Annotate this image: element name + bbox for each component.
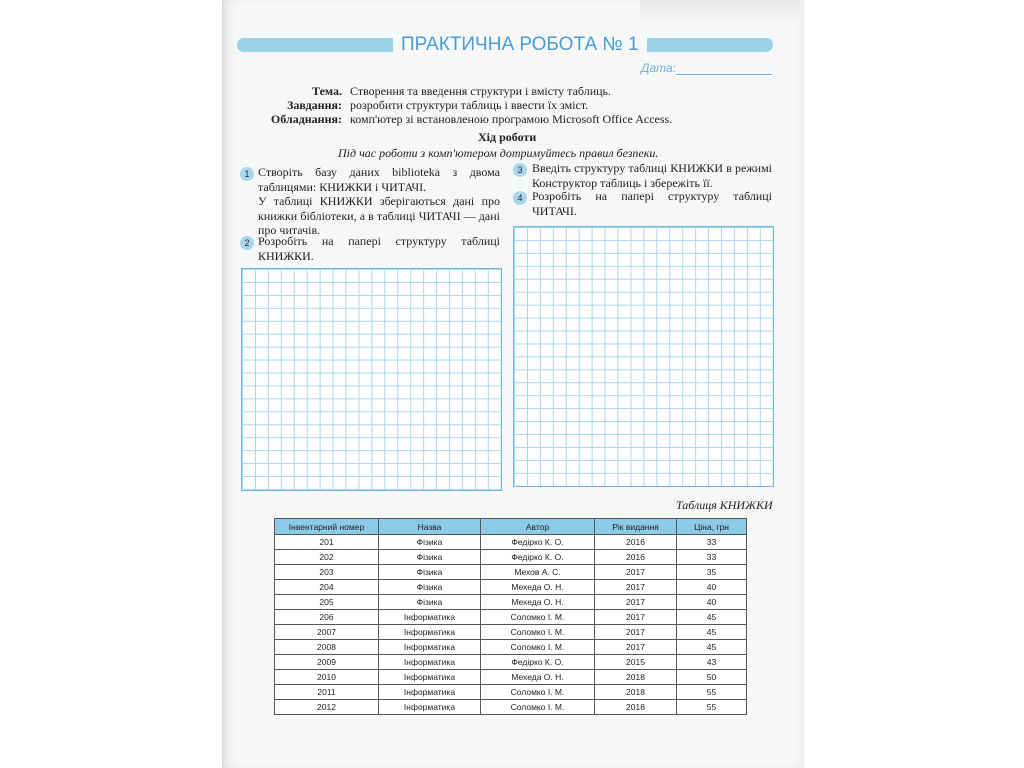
step-number: 1 (240, 167, 254, 181)
table-cell: 33 (677, 550, 747, 565)
table-cell: 206 (275, 610, 379, 625)
table-cell: 2016 (595, 535, 677, 550)
table-header-row (275, 519, 747, 535)
table-cell: Фізика (379, 580, 481, 595)
table-cell: Федірко К. О. (481, 655, 595, 670)
date-line (676, 74, 772, 75)
table-row (275, 580, 747, 595)
table-cell: 2017 (595, 580, 677, 595)
table-cell: 50 (677, 670, 747, 685)
table-cell: Фізика (379, 595, 481, 610)
table-cell: Мехеда О. Н. (481, 580, 595, 595)
step-number: 3 (513, 163, 527, 177)
table-body (275, 535, 747, 715)
table-cell: Інформатика (379, 610, 481, 625)
table-cell: 40 (677, 580, 747, 595)
column-header: Ціна, грн (677, 519, 747, 535)
table-cell: Інформатика (379, 625, 481, 640)
table-cell: Соломко І. М. (481, 685, 595, 700)
column-header: Рік видання (595, 519, 677, 535)
column-header: Автор (481, 519, 595, 535)
info-value: розробити структури таблиць і ввести їх зміст. (350, 98, 589, 112)
table-cell: 2017 (595, 595, 677, 610)
table-cell: Інформатика (379, 700, 481, 715)
table-row (275, 535, 747, 550)
table-row (275, 640, 747, 655)
table-row (275, 625, 747, 640)
table-row (275, 595, 747, 610)
table-cell: 2008 (275, 640, 379, 655)
table-cell: Соломко І. М. (481, 700, 595, 715)
table-cell: 2011 (275, 685, 379, 700)
table-cell: Соломко І. М. (481, 640, 595, 655)
step-4-text: Розробіть на папері структуру таблиці ЧИТАЧІ. (532, 189, 772, 218)
table-cell: 45 (677, 610, 747, 625)
table-cell: Мехеда О. Н. (481, 595, 595, 610)
table-cell: 2017 (595, 640, 677, 655)
table-cell: 2016 (595, 550, 677, 565)
table-cell: Інформатика (379, 655, 481, 670)
table-cell: Мехеда О. Н. (481, 670, 595, 685)
table-cell: Інформатика (379, 670, 481, 685)
table-row (275, 610, 747, 625)
info-value: комп'ютер зі встановленою програмою Microsoft Office Access. (350, 112, 673, 126)
table-caption: Таблиця КНИЖКИ (676, 498, 773, 512)
step-text-extra: У таблиці КНИЖКИ зберігаються дані про книжки бібліотеки, а в таблиці ЧИТАЧІ — дані про читачів. (258, 194, 500, 237)
safety-note: Під час роботи з комп'ютером дотримуйтесь правил безпеки. (338, 146, 659, 160)
table-cell: 2017 (595, 565, 677, 580)
info-label: Завдання: (287, 98, 342, 112)
table-cell: 2012 (275, 700, 379, 715)
table-cell: Фізика (379, 535, 481, 550)
table-cell: 204 (275, 580, 379, 595)
info-label: Тема. (312, 84, 342, 98)
step-1-text (258, 165, 500, 238)
table-cell: 2018 (595, 700, 677, 715)
table-cell: 2017 (595, 625, 677, 640)
table-cell: Інформатика (379, 685, 481, 700)
table-cell: Мехов А. С. (481, 565, 595, 580)
table-cell: 202 (275, 550, 379, 565)
answer-grid-books[interactable] (241, 268, 502, 491)
table-row (275, 565, 747, 580)
books-table (274, 518, 747, 715)
table-row (275, 700, 747, 715)
table-cell: Федірко К. О. (481, 535, 595, 550)
table-cell: Федірко К. О. (481, 550, 595, 565)
step-number: 2 (240, 236, 254, 250)
table-cell: 55 (677, 700, 747, 715)
step-number: 4 (513, 191, 527, 205)
table-cell: 205 (275, 595, 379, 610)
section-heading: Хід роботи (478, 130, 537, 144)
table-cell: 43 (677, 655, 747, 670)
date-label: Дата: (641, 61, 676, 75)
table-cell: 45 (677, 625, 747, 640)
column-header: Інвентарний номер (275, 519, 379, 535)
step-2-text: Розробіть на папері структуру таблиці КНИЖКИ. (258, 234, 500, 263)
table-row (275, 655, 747, 670)
table-cell: Фізика (379, 550, 481, 565)
info-value: Створення та введення структури і вмісту таблиць. (350, 84, 612, 98)
table-cell: Фізика (379, 565, 481, 580)
table-cell: Інформатика (379, 640, 481, 655)
table-cell: 2018 (595, 685, 677, 700)
table-cell: 2010 (275, 670, 379, 685)
info-row-equipment (230, 112, 770, 128)
table-row (275, 670, 747, 685)
table-cell: Соломко І. М. (481, 610, 595, 625)
table-cell: 45 (677, 640, 747, 655)
step-text: Створіть базу даних biblioteka з двома таблицями: КНИЖКИ і ЧИТАЧІ. (258, 165, 500, 194)
table-cell: 201 (275, 535, 379, 550)
page-smudge (640, 0, 800, 24)
table-cell: 2007 (275, 625, 379, 640)
table-cell: Соломко І. М. (481, 625, 595, 640)
answer-grid-readers[interactable] (513, 226, 774, 487)
table-cell: 40 (677, 595, 747, 610)
table-cell: 33 (677, 535, 747, 550)
table-cell: 55 (677, 685, 747, 700)
column-header: Назва (379, 519, 481, 535)
table-cell: 203 (275, 565, 379, 580)
table-cell: 2015 (595, 655, 677, 670)
step-3-text: Введіть структуру таблиці КНИЖКИ в режимі Конструктор таблиць і збережіть її. (532, 161, 772, 190)
info-label: Обладнання: (270, 112, 342, 126)
table-cell: 2018 (595, 670, 677, 685)
table-cell: 35 (677, 565, 747, 580)
table-row (275, 685, 747, 700)
table-cell: 2009 (275, 655, 379, 670)
page-title: ПРАКТИЧНА РОБОТА № 1 (393, 33, 647, 57)
table-cell: 2017 (595, 610, 677, 625)
table-row (275, 550, 747, 565)
